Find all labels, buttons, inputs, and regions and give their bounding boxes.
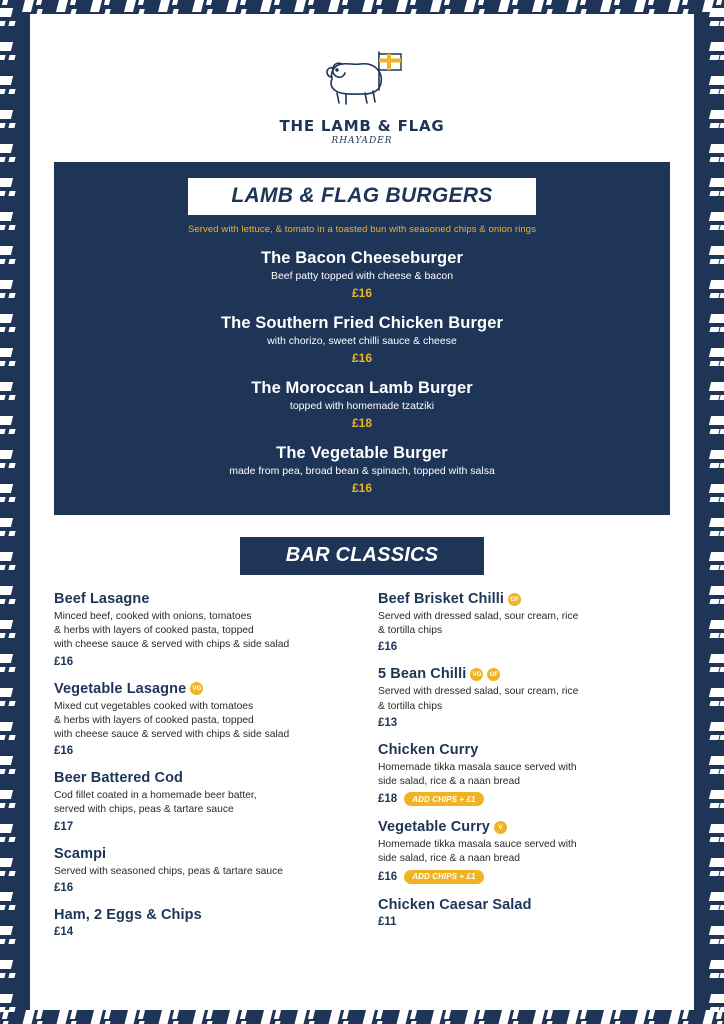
dish-price: £13 <box>378 716 398 729</box>
dish-name-text: Beef Brisket Chilli <box>378 591 504 607</box>
dish-name-text: Chicken Caesar Salad <box>378 896 532 913</box>
restaurant-name: THE LAMB & FLAG <box>279 117 445 135</box>
dish-name <box>378 591 670 607</box>
add-chips-badge: ADD CHIPS + £1 <box>404 792 483 806</box>
dietary-tag-vg-icon: VG <box>470 668 483 681</box>
burgers-section <box>54 162 670 515</box>
classics-columns <box>54 591 670 951</box>
dish-item <box>378 819 670 883</box>
dish-description: Homemade tikka masala sauce served with side salad, rice & a naan bread <box>378 839 577 865</box>
dish-price-row <box>54 745 346 757</box>
dish-name <box>54 846 346 862</box>
restaurant-location: RHAYADER <box>331 136 393 146</box>
dish-price: £16 <box>54 745 74 758</box>
burgers-list <box>74 249 650 495</box>
burger-name: The Bacon Cheeseburger <box>260 249 464 267</box>
dish-name <box>378 666 670 682</box>
dish-item <box>378 666 670 728</box>
dish-price: £14 <box>54 925 74 938</box>
dish-name-text: Scampi <box>54 845 107 862</box>
dish-item <box>54 591 346 668</box>
burger-description: with chorizo, sweet chilli sauce & cheese <box>267 335 457 347</box>
classics-heading-wrap <box>54 537 670 575</box>
burger-item <box>74 314 650 365</box>
classics-right-column <box>378 591 670 951</box>
dish-price-row <box>378 641 670 653</box>
burger-description: made from pea, broad bean & spinach, topped with salsa <box>229 465 495 477</box>
dish-name <box>378 897 670 913</box>
dietary-tag-v-icon: V <box>494 821 507 834</box>
burger-name: The Southern Fried Chicken Burger <box>220 314 503 332</box>
dish-price: £11 <box>378 915 397 928</box>
dish-price: £16 <box>378 870 398 883</box>
dish-name <box>54 770 346 786</box>
burgers-subheading: Served with lettuce, & tomato in a toasted bun with seasoned chips & onion rings <box>187 224 537 235</box>
dish-name-text: Vegetable Lasagne <box>54 680 187 697</box>
dish-name-text: 5 Bean Chilli <box>378 666 467 683</box>
classics-left-column <box>54 591 346 951</box>
burger-price: £18 <box>351 416 373 430</box>
dish-name-text: Chicken Curry <box>378 741 479 758</box>
dish-price-row <box>54 882 346 894</box>
dish-price: £17 <box>54 820 74 833</box>
dish-item <box>54 907 346 938</box>
dish-name <box>54 681 346 697</box>
burger-name: The Vegetable Burger <box>276 444 448 462</box>
dish-price: £18 <box>378 793 398 806</box>
burgers-heading: LAMB & FLAG BURGERS <box>188 178 536 215</box>
dish-description: Served with seasoned chips, peas & tartare sauce <box>54 865 283 877</box>
dish-description: Homemade tikka masala sauce served with side salad, rice & a naan bread <box>378 761 577 788</box>
classics-heading: BAR CLASSICS <box>240 537 484 575</box>
burger-item <box>74 379 650 430</box>
dish-price-row <box>378 870 670 884</box>
dish-item <box>54 681 346 758</box>
menu-content <box>30 14 694 1010</box>
add-chips-badge: ADD CHIPS + £1 <box>404 870 483 884</box>
dish-item <box>54 846 346 894</box>
dietary-tag-gf-icon: GF <box>487 668 500 681</box>
dish-name-text: Beef Lasagne <box>54 591 150 607</box>
dish-price-row <box>378 916 670 928</box>
burger-price: £16 <box>351 351 373 365</box>
dish-description: Cod fillet coated in a homemade beer batter, served with chips, peas & tartare sauce <box>54 790 257 816</box>
dish-name-text: Ham, 2 Eggs & Chips <box>54 906 202 923</box>
dish-name <box>54 591 346 607</box>
dish-name <box>54 907 346 923</box>
burger-item <box>74 444 650 495</box>
dish-price-row <box>54 926 346 938</box>
dish-price: £16 <box>54 881 74 894</box>
dish-name <box>378 819 670 835</box>
burger-price: £16 <box>351 286 373 300</box>
logo-block <box>54 32 670 146</box>
dish-item <box>378 897 670 928</box>
dish-price-row <box>54 656 346 668</box>
lamb-with-flag-logo-icon <box>319 46 405 113</box>
dish-item <box>378 742 670 806</box>
dish-price-row <box>378 792 670 806</box>
dietary-tag-vg-icon: VG <box>190 682 203 695</box>
dish-item <box>378 591 670 653</box>
dish-name-text: Vegetable Curry <box>378 819 490 836</box>
burger-name: The Moroccan Lamb Burger <box>251 379 473 397</box>
burger-description: topped with homemade tzatziki <box>289 400 435 412</box>
dish-name-text: Beer Battered Cod <box>54 770 184 787</box>
dish-item <box>54 770 346 832</box>
dish-price: £16 <box>54 655 74 668</box>
dish-description: Served with dressed salad, sour cream, rice & tortilla chips <box>378 611 579 637</box>
dish-description: Mixed cut vegetables cooked with tomatoes & herbs with layers of cooked pasta, topped with cheese sauce & served with chips & side salad <box>54 700 290 741</box>
burger-item <box>74 249 650 300</box>
burger-description: Beef patty topped with cheese & bacon <box>270 270 454 282</box>
burger-price: £16 <box>351 481 373 495</box>
dish-price: £16 <box>378 641 398 654</box>
dietary-tag-gf-icon: GF <box>508 593 521 606</box>
dish-price-row <box>54 821 346 833</box>
dish-name <box>378 742 670 758</box>
dish-price-row <box>378 717 670 729</box>
dish-description: Served with dressed salad, sour cream, rice & tortilla chips <box>378 686 579 712</box>
dish-description: Minced beef, cooked with onions, tomatoes & herbs with layers of cooked pasta, topped with cheese sauce & served with chips & side salad <box>54 611 290 651</box>
